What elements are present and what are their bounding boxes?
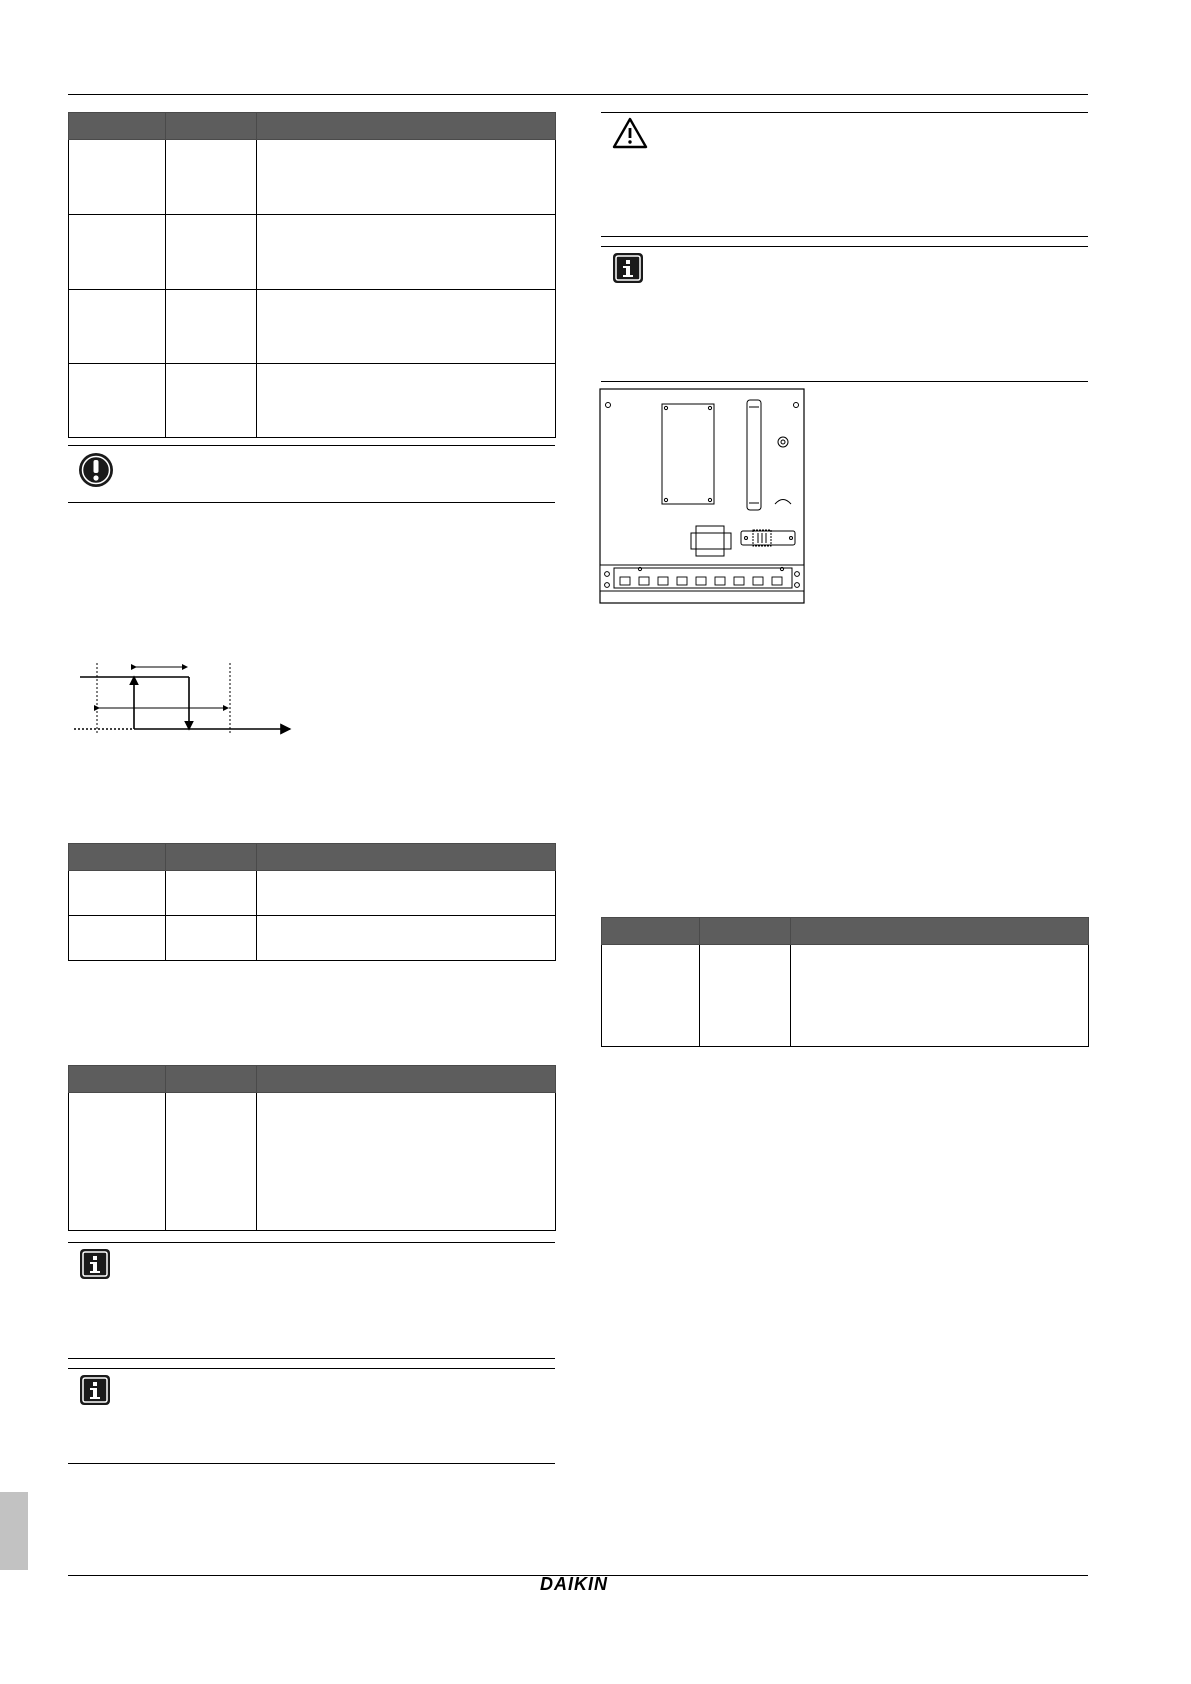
- table-row: [69, 290, 556, 364]
- relay: [741, 531, 795, 545]
- info-bottom-rule: [68, 1463, 555, 1464]
- daikin-logo: DAIKIN: [540, 1574, 608, 1594]
- exclamation-circle-icon: [78, 452, 114, 488]
- table-header-row: [69, 844, 556, 871]
- table-row: [69, 1093, 556, 1231]
- info-top-rule: [68, 1242, 555, 1243]
- table-row: [69, 871, 556, 916]
- din-rail: [747, 400, 761, 510]
- language-side-tab: [0, 1492, 28, 1570]
- terminal-clamps: [620, 577, 782, 585]
- table-header-row: [69, 113, 556, 140]
- warning-top-rule: [601, 112, 1088, 113]
- notice-bottom-rule: [68, 502, 555, 503]
- table-row: [602, 945, 1089, 1047]
- header-rule: [68, 94, 1088, 95]
- info-bottom-rule: [68, 1358, 555, 1359]
- control-box-drawing: [598, 387, 806, 605]
- info-top-rule: [601, 246, 1088, 247]
- information-icon: [79, 1374, 111, 1406]
- table-row: [69, 916, 556, 961]
- notice-icon-divider: [123, 446, 124, 502]
- settings-table-1: [68, 112, 556, 438]
- warning-triangle-icon: [612, 117, 648, 149]
- settings-table-3: [68, 1065, 556, 1231]
- hysteresis-diagram: [68, 655, 308, 735]
- info-bottom-rule: [601, 381, 1088, 382]
- transformer: [696, 526, 724, 556]
- warning-bottom-rule: [601, 236, 1088, 237]
- information-icon: [612, 252, 644, 284]
- pcb-board: [662, 404, 714, 504]
- table-row: [69, 364, 556, 438]
- table-row: [69, 140, 556, 215]
- table-header-row: [69, 1066, 556, 1093]
- info-top-rule: [68, 1368, 555, 1369]
- settings-table-2: [68, 843, 556, 961]
- notice-callout: [68, 446, 555, 502]
- information-icon: [79, 1248, 111, 1280]
- table-row: [69, 215, 556, 290]
- table-header-row: [602, 918, 1089, 945]
- settings-table-4: [601, 917, 1089, 1047]
